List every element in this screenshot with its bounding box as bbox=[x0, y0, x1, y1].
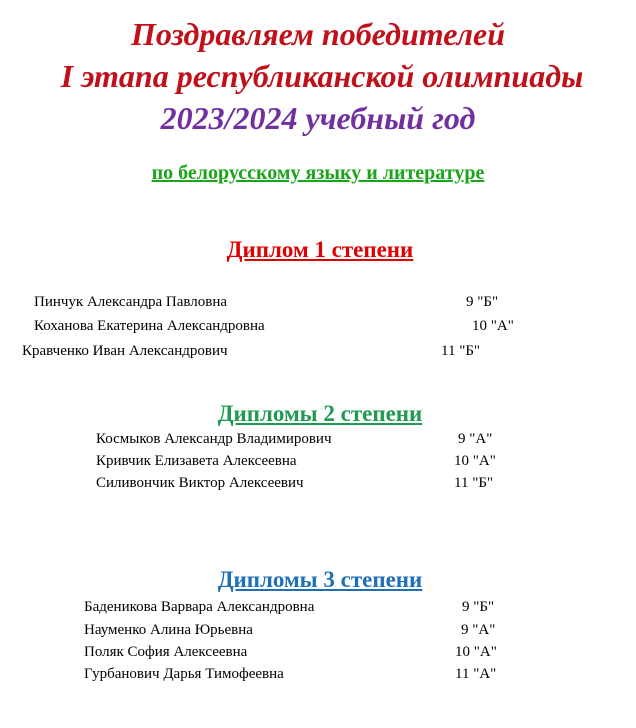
winner-grade: 11 "Б" bbox=[454, 475, 494, 491]
winner-grade: 9 "Б" bbox=[466, 294, 499, 310]
winner-grade: 10 "А" bbox=[455, 644, 497, 660]
title-line-year: 2023/2024 учебный год bbox=[160, 100, 476, 136]
winner-grade: 10 "А" bbox=[472, 318, 514, 334]
winner-grade: 9 "А" bbox=[461, 622, 496, 638]
winner-name: Кравченко Иван Александрович bbox=[22, 343, 228, 359]
title-line-1: Поздравляем победителей bbox=[130, 16, 506, 52]
winner-name: Поляк София Алексеевна bbox=[84, 644, 248, 660]
winner-name: Баденикова Варвара Александровна bbox=[84, 599, 315, 615]
diploma-2-heading: Дипломы 2 степени bbox=[217, 401, 423, 426]
winner-name: Космыков Александр Владимирович bbox=[96, 431, 332, 447]
winner-grade: 9 "Б" bbox=[462, 599, 495, 615]
winner-grade: 11 "Б" bbox=[441, 343, 481, 359]
winner-grade: 9 "А" bbox=[458, 431, 493, 447]
winner-name: Коханова Екатерина Александровна bbox=[34, 318, 265, 334]
winner-name: Гурбанович Дарья Тимофеевна bbox=[84, 666, 284, 682]
winner-name: Науменко Алина Юрьевна bbox=[84, 622, 253, 638]
diploma-1-heading: Диплом 1 степени bbox=[226, 237, 414, 262]
title-line-2: I этапа республиканской олимпиады bbox=[60, 58, 584, 94]
winner-name: Пинчук Александра Павловна bbox=[34, 294, 228, 310]
winner-grade: 11 "А" bbox=[455, 666, 497, 682]
winner-grade: 10 "А" bbox=[454, 453, 496, 469]
winner-name: Кривчик Елизавета Алексеевна bbox=[96, 453, 297, 469]
diploma-3-heading: Дипломы 3 степени bbox=[217, 567, 423, 592]
winner-name: Силивончик Виктор Алексеевич bbox=[96, 475, 304, 491]
subject-line: по белорусскому языку и литературе bbox=[151, 162, 485, 184]
